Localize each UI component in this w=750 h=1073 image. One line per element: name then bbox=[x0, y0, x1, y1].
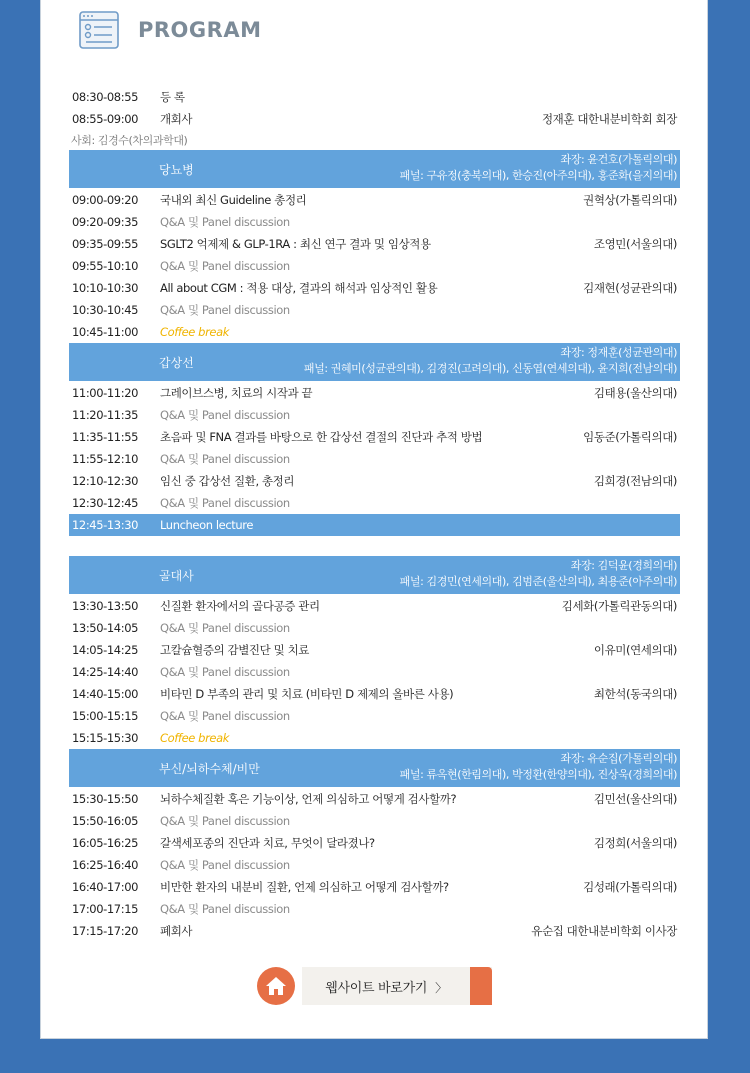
session-chairs bbox=[304, 345, 677, 377]
session-chair: 좌장: 정재훈(성균관의대) bbox=[560, 346, 677, 359]
row-time: 09:20-09:35 bbox=[72, 215, 139, 229]
website-label-text: 웹사이트 바로가기 bbox=[325, 980, 428, 996]
lunch-title: Luncheon lecture bbox=[160, 518, 253, 532]
row-title: Q&A 및 Panel discussion bbox=[160, 814, 290, 828]
program-row bbox=[69, 810, 680, 832]
program-row bbox=[69, 189, 680, 211]
row-title: 비타민 D 부족의 관리 및 치료 (비타민 D 제제의 올바른 사용) bbox=[160, 687, 454, 701]
row-title: Coffee break bbox=[160, 325, 229, 339]
session-chair: 좌장: 유순집(가톨릭의대) bbox=[560, 752, 677, 765]
page-title: PROGRAM bbox=[138, 18, 262, 42]
row-time: 11:35-11:55 bbox=[72, 430, 139, 444]
session-panel: 패널: 김경민(연세의대), 김범준(울산의대), 최용준(아주의대) bbox=[399, 575, 677, 588]
program-row bbox=[69, 788, 680, 810]
row-time: 11:20-11:35 bbox=[72, 408, 139, 422]
row-time: 11:55-12:10 bbox=[72, 452, 139, 466]
row-time: 15:00-15:15 bbox=[72, 709, 139, 723]
row-title: 비만한 환자의 내분비 질환, 언제 의심하고 어떻게 검사할까? bbox=[160, 880, 449, 894]
row-title: 초음파 및 FNA 결과를 바탕으로 한 갑상선 결절의 진단과 추적 방법 bbox=[160, 430, 483, 444]
row-title: 갈색세포종의 진단과 치료, 무엇이 달라졌나? bbox=[160, 836, 375, 850]
session-header bbox=[69, 749, 680, 787]
website-button[interactable] bbox=[302, 967, 492, 1005]
program-row bbox=[69, 705, 680, 727]
button-accent bbox=[470, 967, 492, 1005]
session-chairs bbox=[400, 152, 677, 184]
row-title: 폐회사 bbox=[160, 924, 193, 938]
row-title: Q&A 및 Panel discussion bbox=[160, 709, 290, 723]
row-time: 15:15-15:30 bbox=[72, 731, 139, 745]
program-row bbox=[69, 404, 680, 426]
program-list-icon bbox=[78, 9, 120, 51]
row-title: 뇌하수체질환 혹은 기능이상, 언제 의심하고 어떻게 검사할까? bbox=[160, 792, 457, 806]
program-row bbox=[69, 595, 680, 617]
row-speaker: 이유미(연세의대) bbox=[593, 643, 677, 657]
row-speaker: 임동준(가톨릭의대) bbox=[583, 430, 677, 444]
session-chairs bbox=[400, 558, 677, 590]
row-speaker: 권혁상(가톨릭의대) bbox=[583, 193, 677, 207]
session-panel: 패널: 권혜미(성균관의대), 김경진(고려의대), 신동엽(연세의대), 윤지희(전남의대) bbox=[303, 362, 677, 375]
home-icon bbox=[265, 976, 287, 996]
row-time: 14:25-14:40 bbox=[72, 665, 139, 679]
row-title: 국내외 최신 Guideline 총정리 bbox=[160, 193, 307, 207]
row-title: 신질환 환자에서의 골다공증 관리 bbox=[160, 599, 320, 613]
row-speaker: 정재훈 대한내분비학회 회장 bbox=[541, 112, 677, 126]
row-title: Q&A 및 Panel discussion bbox=[160, 621, 290, 635]
row-time: 12:30-12:45 bbox=[72, 496, 139, 510]
row-speaker: 김태용(울산의대) bbox=[593, 386, 677, 400]
row-title: 개회사 bbox=[160, 112, 193, 126]
session-chair: 좌장: 김덕윤(경희의대) bbox=[570, 559, 677, 572]
program-row bbox=[69, 470, 680, 492]
row-speaker: 김희경(전남의대) bbox=[593, 474, 677, 488]
program-row bbox=[69, 211, 680, 233]
lunch-time: 12:45-13:30 bbox=[72, 518, 139, 532]
program-row bbox=[69, 299, 680, 321]
row-time: 09:55-10:10 bbox=[72, 259, 139, 273]
program-header bbox=[78, 8, 261, 52]
row-time: 09:35-09:55 bbox=[72, 237, 139, 251]
row-speaker: 유순집 대한내분비학회 이사장 bbox=[531, 924, 677, 938]
row-time: 16:40-17:00 bbox=[72, 880, 139, 894]
session-header bbox=[69, 556, 680, 594]
program-row bbox=[69, 661, 680, 683]
session-chair: 좌장: 윤건호(가톨릭의대) bbox=[560, 153, 677, 166]
row-time: 10:10-10:30 bbox=[72, 281, 139, 295]
row-time: 15:50-16:05 bbox=[72, 814, 139, 828]
row-time: 08:55-09:00 bbox=[72, 112, 139, 126]
row-time: 11:00-11:20 bbox=[72, 386, 139, 400]
row-title: 임신 중 갑상선 질환, 총정리 bbox=[160, 474, 295, 488]
row-title: Q&A 및 Panel discussion bbox=[160, 858, 290, 872]
program-row bbox=[69, 86, 680, 108]
row-speaker: 조영민(서울의대) bbox=[593, 237, 677, 251]
row-title: Q&A 및 Panel discussion bbox=[160, 303, 290, 317]
row-time: 13:30-13:50 bbox=[72, 599, 139, 613]
row-title: 등 록 bbox=[160, 90, 185, 104]
row-time: 08:30-08:55 bbox=[72, 90, 139, 104]
program-row bbox=[69, 277, 680, 299]
program-row bbox=[69, 876, 680, 898]
program-row bbox=[69, 426, 680, 448]
program-row bbox=[69, 233, 680, 255]
row-title: All about CGM : 적용 대상, 결과의 해석과 임상적인 활용 bbox=[160, 281, 438, 295]
session-header bbox=[69, 150, 680, 188]
row-time: 15:30-15:50 bbox=[72, 792, 139, 806]
program-row bbox=[69, 727, 680, 749]
row-time: 10:30-10:45 bbox=[72, 303, 139, 317]
row-title: Q&A 및 Panel discussion bbox=[160, 902, 290, 916]
website-link-group bbox=[257, 967, 492, 1005]
session-chairs bbox=[400, 751, 677, 783]
session-header bbox=[69, 343, 680, 381]
row-speaker: 김성래(가톨릭의대) bbox=[583, 880, 677, 894]
spacer bbox=[69, 536, 680, 556]
row-time: 10:45-11:00 bbox=[72, 325, 139, 339]
home-button[interactable] bbox=[257, 967, 295, 1005]
row-title: Q&A 및 Panel discussion bbox=[160, 496, 290, 510]
row-speaker: 최한석(동국의대) bbox=[593, 687, 677, 701]
program-card bbox=[40, 0, 708, 1039]
row-speaker: 김정희(서울의대) bbox=[593, 836, 677, 850]
lunch-row bbox=[69, 514, 680, 536]
row-time: 16:05-16:25 bbox=[72, 836, 139, 850]
row-time: 09:00-09:20 bbox=[72, 193, 139, 207]
website-button-label bbox=[325, 977, 447, 996]
session-name: 당뇨병 bbox=[159, 162, 194, 177]
program-row bbox=[69, 448, 680, 470]
program-row bbox=[69, 492, 680, 514]
row-title: Q&A 및 Panel discussion bbox=[160, 215, 290, 229]
row-speaker: 김재현(성균관의대) bbox=[583, 281, 677, 295]
row-title: Coffee break bbox=[160, 731, 229, 745]
row-time: 17:15-17:20 bbox=[72, 924, 139, 938]
program-row bbox=[69, 639, 680, 661]
session-name: 갑상선 bbox=[159, 355, 194, 370]
chevron-right-icon: 〉 bbox=[435, 980, 447, 995]
program-row bbox=[69, 382, 680, 404]
program-table bbox=[69, 86, 680, 942]
program-row bbox=[69, 255, 680, 277]
row-title: Q&A 및 Panel discussion bbox=[160, 259, 290, 273]
row-time: 17:00-17:15 bbox=[72, 902, 139, 916]
program-row bbox=[69, 898, 680, 920]
row-title: Q&A 및 Panel discussion bbox=[160, 452, 290, 466]
row-speaker: 김세화(가톨릭관동의대) bbox=[561, 599, 677, 613]
row-title: Q&A 및 Panel discussion bbox=[160, 408, 290, 422]
row-title: Q&A 및 Panel discussion bbox=[160, 665, 290, 679]
program-row bbox=[69, 683, 680, 705]
session-name: 부신/뇌하수체/비만 bbox=[159, 761, 260, 776]
row-time: 12:10-12:30 bbox=[72, 474, 139, 488]
program-row bbox=[69, 321, 680, 343]
program-row bbox=[69, 920, 680, 942]
row-time: 14:05-14:25 bbox=[72, 643, 139, 657]
row-time: 14:40-15:00 bbox=[72, 687, 139, 701]
program-row bbox=[69, 854, 680, 876]
row-title: 고칼슘혈증의 감별진단 및 치료 bbox=[160, 643, 309, 657]
program-row bbox=[69, 108, 680, 130]
session-panel: 패널: 구유정(충북의대), 한승진(아주의대), 홍준화(을지의대) bbox=[399, 169, 677, 182]
session-panel: 패널: 류옥현(한림의대), 박정환(한양의대), 진상욱(경희의대) bbox=[399, 768, 677, 781]
row-speaker: 김민선(울산의대) bbox=[593, 792, 677, 806]
row-title: SGLT2 억제제 & GLP-1RA : 최신 연구 결과 및 임상적용 bbox=[160, 237, 431, 251]
row-time: 16:25-16:40 bbox=[72, 858, 139, 872]
program-row bbox=[69, 617, 680, 639]
session-name: 골대사 bbox=[159, 568, 194, 583]
row-title: 그레이브스병, 치료의 시작과 끝 bbox=[160, 386, 313, 400]
program-row bbox=[69, 832, 680, 854]
row-time: 13:50-14:05 bbox=[72, 621, 139, 635]
mc-text: 사회: 김경수(차의과학대) bbox=[71, 134, 188, 147]
